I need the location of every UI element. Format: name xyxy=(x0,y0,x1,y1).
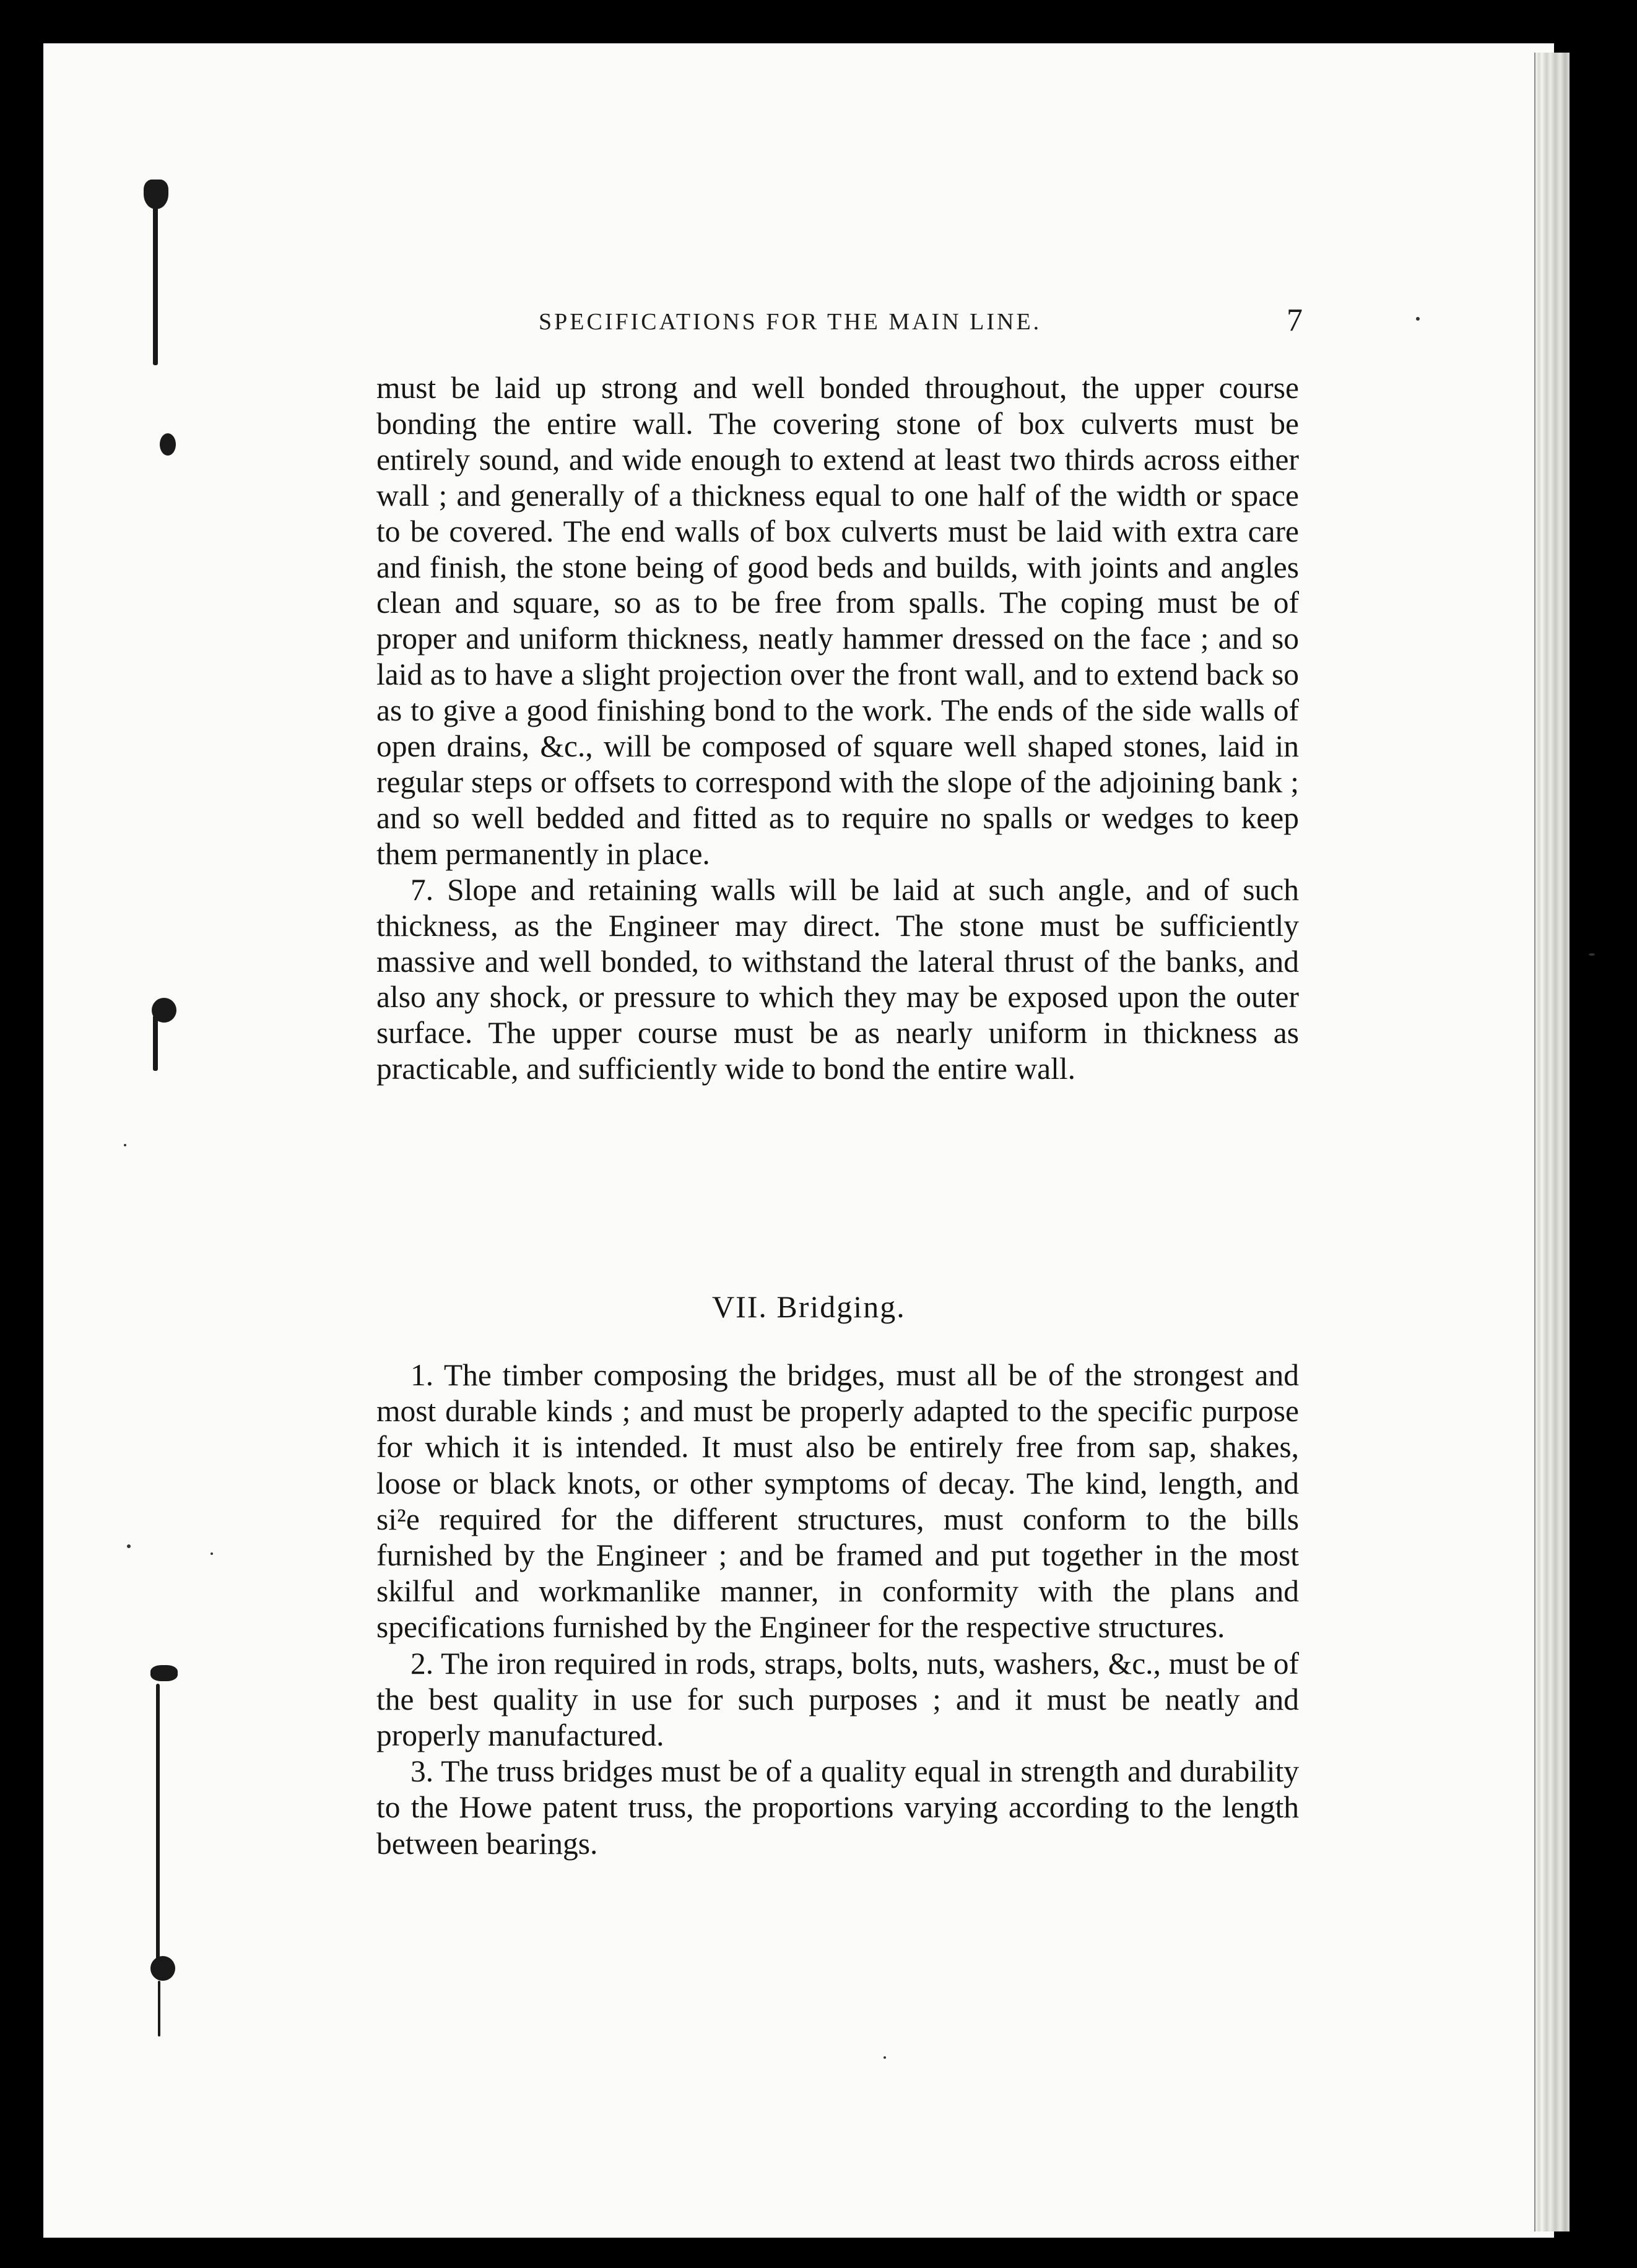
speck xyxy=(211,1552,213,1555)
page-stack-edge xyxy=(1534,53,1570,2231)
binding-knot-5 xyxy=(150,1956,175,1981)
speck xyxy=(124,1144,126,1146)
speck xyxy=(1589,953,1595,956)
binding-thread-middle xyxy=(153,1015,158,1071)
speck xyxy=(884,2056,886,2059)
running-head: SPECIFICATIONS FOR THE MAIN LINE. xyxy=(539,309,1042,335)
binding-thread-lower xyxy=(156,1684,160,1962)
binding-thread-bottom xyxy=(158,1981,160,2036)
body-text-top xyxy=(376,370,1299,1087)
binding-thread-upper xyxy=(153,186,158,365)
paragraph: must be laid up strong and well bonded throughout, the upper course bonding the entire wall. The covering stone of box culverts must be entirely sound, and wide enough to extend at least two thirds across either wall ; and generally of a thickness equal to one half of the width or space to be covered. The end walls of box culverts must be laid with extra care and finish, the stone being of good beds and builds, with joints and angles clean and square, so as to be free from spalls. The coping must be of proper and uniform thickness, neatly hammer dressed on the face ; and so laid as to have a slight projection over the front wall, and to extend back so as to give a good finishing bond to the work. The ends of the side walls of open drains, &c., will be composed of square well shaped stones, laid in regular steps or offsets to correspond with the slope of the adjoining bank ; and so well bedded and fitted as to require no spalls or wedges to keep them permanently in place. xyxy=(376,371,1299,871)
paragraph: 2. The iron required in rods, straps, bolts, nuts, washers, &c., must be of the best quality in use for such purposes ; and it must be neatly and properly manufactured. xyxy=(376,1646,1299,1753)
speck xyxy=(127,1544,131,1548)
body-text-bottom xyxy=(376,1357,1299,1862)
paragraph: 3. The truss bridges must be of a quality equal in strength and durability to the Howe patent truss, the proportions varying according to the length between bearings. xyxy=(376,1754,1299,1861)
binding-knot-2 xyxy=(160,433,176,456)
paragraph: 1. The timber composing the bridges, must all be of the strongest and most durable kinds ; and must be properly adapted to the specific purpose for which it is intended. It must also be entirely free from sap, shakes, loose or black knots, or other symptoms of decay. The kind, length, and si²e required for the different structures, must conform to the bills furnished by the Engineer ; and be framed and put together in the most skilful and workmanlike manner, in conformity with the plans and specifications furnished by the Engineer for the respective structures. xyxy=(376,1358,1299,1645)
binding-knot-4 xyxy=(150,1665,178,1681)
page-number: 7 xyxy=(1287,303,1303,338)
binding-knot-top xyxy=(144,180,168,209)
speck xyxy=(1416,317,1420,321)
paragraph: 7. Slope and retaining walls will be laid at such angle, and of such thickness, as the Engineer may direct. The stone must be sufficiently massive and well bonded, to withstand the lateral thrust of the banks, and also any shock, or pressure to which they may be exposed upon the outer surface. The upper course must be as nearly uniform in thickness as practicable, and sufficiently wide to bond the entire wall. xyxy=(376,872,1299,1086)
section-heading: VII. Bridging. xyxy=(712,1289,906,1324)
